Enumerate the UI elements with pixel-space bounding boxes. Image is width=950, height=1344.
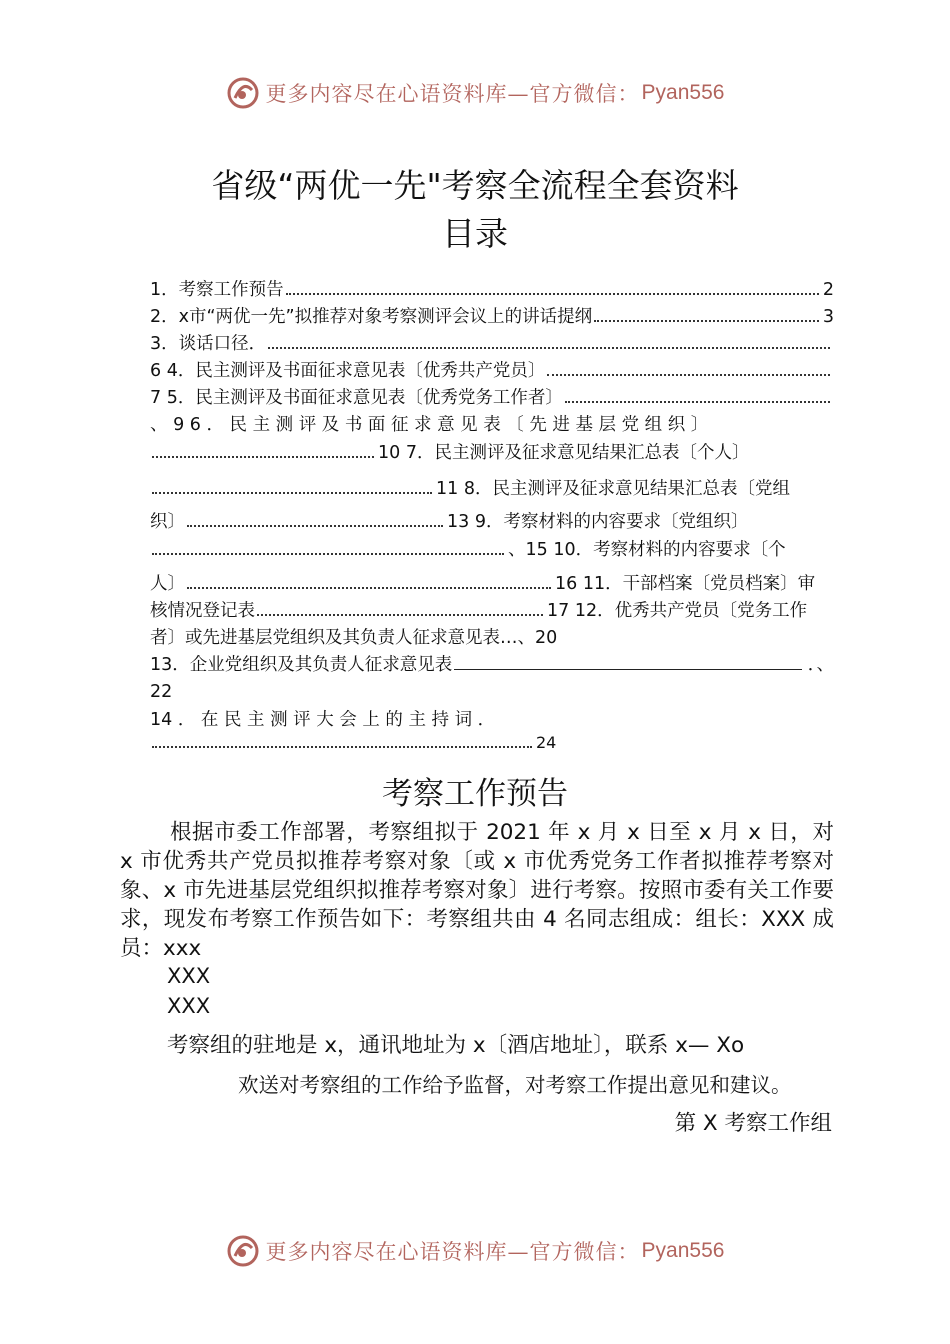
toc-entry-text: 、 9 6 ． 民 主 测 评 及 书 面 征 求 意 见 表 〔 先 进 基 层 党 组 织 〕 xyxy=(150,415,709,435)
watermark-footer xyxy=(0,1234,950,1268)
toc-entry xyxy=(150,652,834,679)
toc-entry-text: 13．企业党组织及其负责人征求意见表 xyxy=(150,655,453,675)
toc-entry-text: ．、 xyxy=(807,655,834,675)
toc-entry-text: 、15 10．考察材料的内容要求〔个 xyxy=(508,540,786,560)
leader-dots xyxy=(187,524,443,527)
watermark-wechat: Pyan556 xyxy=(641,1239,725,1262)
toc-heading: 目录 xyxy=(442,214,508,253)
toc-entry xyxy=(150,358,834,385)
toc-entry xyxy=(150,571,834,598)
leader-dots xyxy=(257,613,543,616)
leader-dots xyxy=(286,292,819,295)
leader-dots xyxy=(152,552,504,555)
toc-entry-text: 者〕或先进基层党组织及其负责人征求意见表…、20 xyxy=(150,628,558,648)
member-name: XXX xyxy=(167,994,211,1018)
toc-entry-text: 11 8．民主测评及征求意见结果汇总表〔党组 xyxy=(436,479,790,499)
toc-entry-text: 1．考察工作预告 xyxy=(150,280,284,300)
toc-entry xyxy=(150,277,834,304)
toc-entry-text: 6 4．民主测评及书面征求意见表〔优秀共产党员〕 xyxy=(150,361,546,381)
toc-page-number: 2 xyxy=(822,280,834,300)
leader-dots xyxy=(152,745,532,748)
toc-entry-text: 17 12．优秀共产党员〔党务工作 xyxy=(547,601,808,621)
toc-entry xyxy=(150,598,834,625)
toc-entry-text: 13 9．考察材料的内容要求〔党组织〕 xyxy=(447,512,749,532)
toc-entry xyxy=(150,385,834,412)
member-name: XXX xyxy=(167,964,211,988)
toc-entry-text: 织〕 xyxy=(150,512,185,532)
leader-dots xyxy=(565,400,830,403)
toc-entry xyxy=(150,679,834,706)
section-title: 考察工作预告 xyxy=(382,776,568,812)
leader-dots xyxy=(594,319,819,322)
toc-entry xyxy=(150,331,834,358)
section-paragraph: 根据市委工作部署，考察组拟于 2021 年 x 月 x 日至 x 月 x 日，对 x 市优秀共产党员拟推荐考察对象〔或 x 市优秀党务工作者拟推荐考察对象、x 市先进基层党组织拟推荐考察对象〕进行考察。按照市委有关工作要求，现发布考察工作预告如下：考察组共由 4 名同志组成：组长：XXX 成员：xxx xyxy=(120,820,834,961)
toc-entry xyxy=(150,476,834,503)
toc-entry xyxy=(150,440,834,467)
toc-entry-text: 7 5．民主测评及书面征求意见表〔优秀党务工作者〕 xyxy=(150,388,563,408)
watermark-text: 更多内容尽在心语资料库—官方微信： xyxy=(265,82,640,106)
watermark-wechat: Pyan556 xyxy=(641,81,725,104)
toc-page-number: 24 xyxy=(536,733,557,752)
toc-entry-text: 人〕 xyxy=(150,574,185,594)
toc-entry-text: 3．谈话口径． xyxy=(150,334,267,354)
toc-entry-text: 14 ． 在 民 主 测 评 大 会 上 的 主 持 词 ． xyxy=(150,710,496,730)
leader-dots xyxy=(547,373,830,376)
leader-dots xyxy=(268,346,830,349)
toc-entry-text: 10 7．民主测评及征求意见结果汇总表〔个人〕 xyxy=(378,443,750,463)
watermark-logo-icon xyxy=(226,76,260,110)
leader-dots xyxy=(152,491,432,494)
toc-entry xyxy=(150,412,834,439)
toc-entry xyxy=(150,625,834,652)
toc-entry-text: 16 11．干部档案〔党员档案〕审 xyxy=(555,574,816,594)
watermark-header xyxy=(0,76,950,110)
watermark-text: 更多内容尽在心语资料库—官方微信： xyxy=(265,1240,640,1264)
toc-entry xyxy=(150,729,834,756)
leader-dots xyxy=(152,455,374,458)
toc-entry xyxy=(150,537,834,564)
watermark-logo-icon xyxy=(226,1234,260,1268)
toc-entry-text: 2．x市“两优一先”拟推荐对象考察测评会议上的讲话提纲 xyxy=(150,307,593,327)
leader-dots xyxy=(187,586,551,589)
address-line: 考察组的驻地是 x，通讯地址为 x〔酒店地址〕，联系 x— Xo xyxy=(167,1033,745,1058)
toc-entry xyxy=(150,304,834,331)
toc-entry xyxy=(150,509,834,536)
leader-line xyxy=(454,668,801,670)
document-title: 省级“两优一先"考察全流程全套资料 xyxy=(211,166,739,205)
welcome-line: 欢送对考察组的工作给予监督，对考察工作提出意见和建议。 xyxy=(238,1073,792,1097)
toc-entry-text: 核情况登记表 xyxy=(150,601,255,621)
signature: 第 X 考察工作组 xyxy=(674,1111,832,1136)
toc-page-number: 22 xyxy=(150,682,173,702)
toc-page-number: 3 xyxy=(822,307,834,327)
